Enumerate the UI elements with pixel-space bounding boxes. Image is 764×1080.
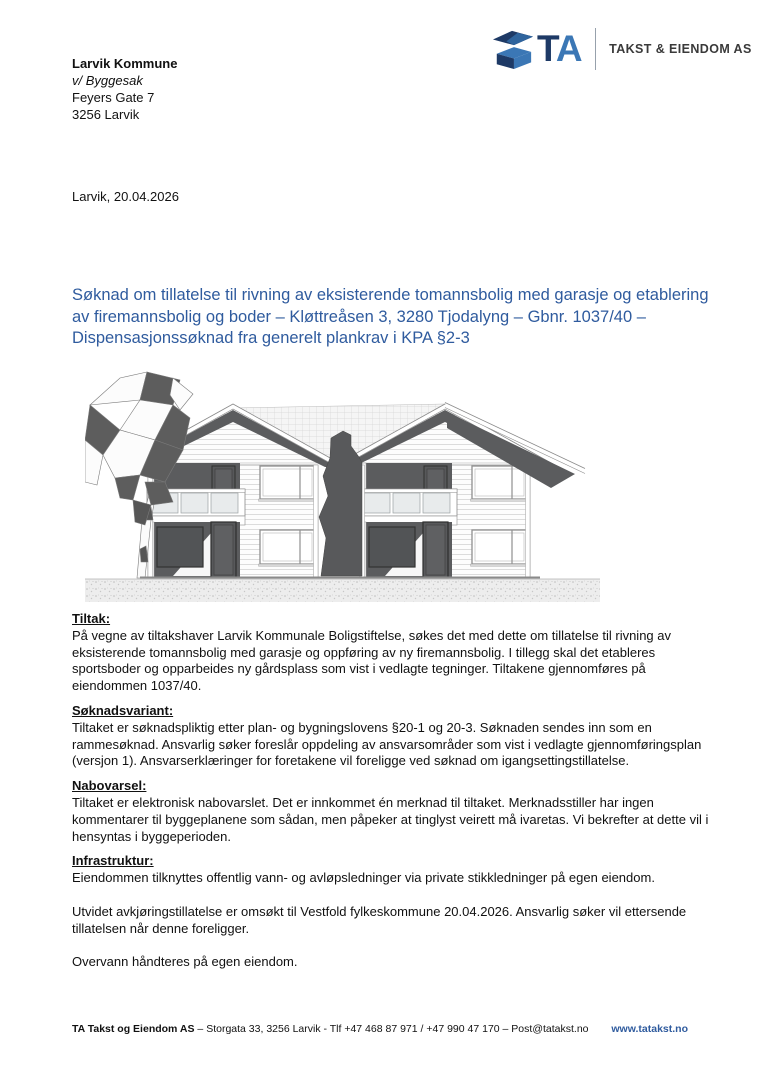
section-infrastruktur bbox=[72, 853, 718, 971]
paragraph: Overvann håndteres på egen eiendom. bbox=[72, 954, 298, 970]
letter-subject: Søknad om tillatelse til rivning av eksisterende tomannsbolig med garasje og etablering av firemannsbolig og boder – Kløttreåsen 3, 3280 Tjodalyng – Gbnr. 1037/40 – Dispensasjonssøknad fra generelt plankrav i KPA §2-3 bbox=[72, 286, 709, 347]
paragraph: Utvidet avkjøringstillatelse er omsøkt til Vestfold fylkeskommune 20.04.2026. Ansvarlig søker vil ettersende tillatelsen når denne foreligger. bbox=[72, 903, 687, 936]
box-icon bbox=[492, 27, 534, 71]
logo-company-name: TAKST & EIENDOM AS bbox=[609, 42, 752, 56]
section-soknadsvariant bbox=[72, 703, 718, 770]
logo-divider bbox=[595, 28, 597, 70]
section-heading-tiltak: Tiltak: bbox=[72, 611, 111, 626]
footer-contact: – Storgata 33, 3256 Larvik - Tlf +47 468 87 971 / +47 990 47 170 – Post@tatakst.no bbox=[194, 1023, 589, 1035]
footer-contact-line bbox=[72, 1023, 589, 1035]
recipient-postal-city: 3256 Larvik bbox=[72, 107, 140, 122]
paragraph: Eiendommen tilknyttes offentlig vann- og avløpsledninger via private stikkledninger på egen eiendom. bbox=[72, 870, 655, 886]
letter-body bbox=[72, 611, 718, 979]
company-logo bbox=[492, 26, 752, 72]
paragraph: Tiltaket er søknadspliktig etter plan- og bygningslovens §20-1 og 20-3. Søknaden sendes inn som en rammesøknad. Ansvarlig søker foreslår oppdeling av ansvarsområder som vist i vedlagte gjennomføringsplan (versjon 1). Ansvarserklæringer for foretakene vil foreligge ved søknad om igangsettingstillatelse. bbox=[72, 719, 702, 769]
recipient-attn: v/ Byggesak bbox=[72, 73, 143, 88]
footer-website-link[interactable]: www.tatakst.no bbox=[611, 1023, 688, 1035]
section-nabovarsel bbox=[72, 778, 718, 845]
recipient-address-block bbox=[72, 55, 177, 123]
footer bbox=[72, 1023, 688, 1035]
footer-company: TA Takst og Eiendom AS bbox=[72, 1023, 195, 1035]
logo-initials bbox=[537, 27, 582, 71]
dateline: Larvik, 20.04.2026 bbox=[72, 189, 179, 204]
paragraph: På vegne av tiltakshaver Larvik Kommunale Boligstiftelse, søkes det med dette om tillatelse til rivning av eksisterende tomannsbolig med garasje og oppføring av ny firemannsbolig. I tillegg skal det etableres sportsboder og opparbeides ny gårdsplass som vist i vedlagte tegninger. Tiltakene gjennomføres på eiendommen 1037/40. bbox=[72, 627, 671, 694]
recipient-street: Feyers Gate 7 bbox=[72, 90, 155, 105]
building-elevation-drawing bbox=[85, 370, 600, 602]
section-heading-infrastruktur: Infrastruktur: bbox=[72, 853, 154, 869]
paragraph: Tiltaket er elektronisk nabovarslet. Det er innkommet én merknad til tiltaket. Merknadsstiller har ingen kommentarer til byggeplanene som sådan, men påpeker at tinglyst veirett må ivaretas. Vi bekrefter at dette vil i hensyntas i byggeperioden. bbox=[72, 794, 709, 844]
section-tiltak bbox=[72, 611, 718, 695]
section-heading-soknadsvariant: Søknadsvariant: bbox=[72, 702, 174, 718]
logo-letter-a: A bbox=[555, 28, 582, 69]
recipient-name: Larvik Kommune bbox=[72, 56, 178, 71]
section-heading-nabovarsel: Nabovarsel: bbox=[72, 778, 147, 794]
logo-letter-t: T bbox=[537, 28, 556, 69]
